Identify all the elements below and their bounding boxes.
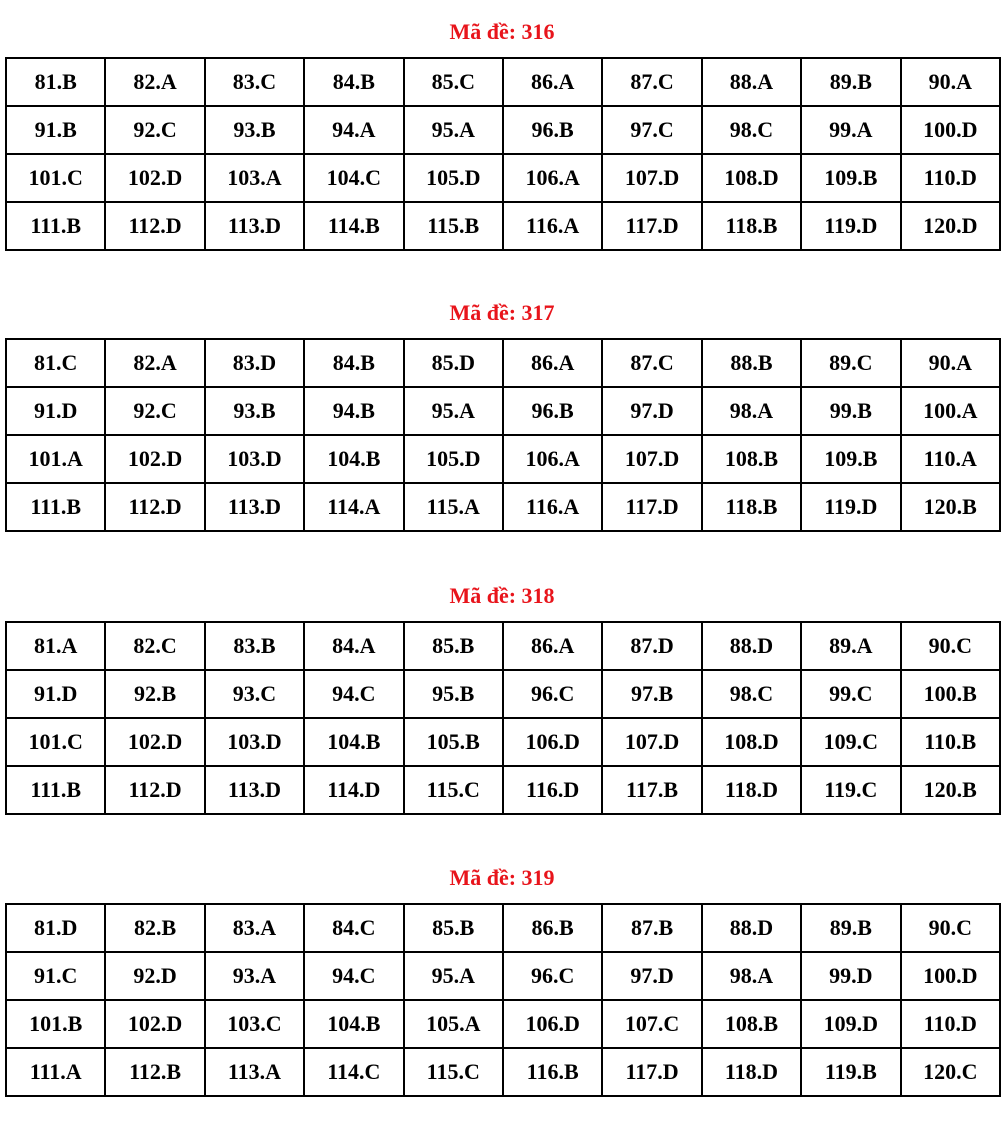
answer-cell: 120.B [901, 483, 1000, 531]
answer-cell: 114.A [304, 483, 403, 531]
answer-cell: 88.A [702, 58, 801, 106]
answer-cell: 116.A [503, 202, 602, 250]
table-row [6, 1000, 1000, 1048]
table-row [6, 202, 1000, 250]
table-row [6, 387, 1000, 435]
answer-cell: 115.C [404, 1048, 503, 1096]
answer-cell: 111.A [6, 1048, 105, 1096]
answer-cell: 109.D [801, 1000, 900, 1048]
answer-cell: 103.C [205, 1000, 304, 1048]
answer-cell: 118.D [702, 1048, 801, 1096]
answer-cell: 111.B [6, 766, 105, 814]
table-row [6, 154, 1000, 202]
answer-cell: 81.A [6, 622, 105, 670]
table-row [6, 483, 1000, 531]
answer-cell: 106.D [503, 1000, 602, 1048]
answer-cell: 119.C [801, 766, 900, 814]
answer-cell: 93.B [205, 106, 304, 154]
answer-cell: 98.A [702, 387, 801, 435]
answer-cell: 87.C [602, 339, 701, 387]
answer-cell: 110.B [901, 718, 1000, 766]
table-row [6, 766, 1000, 814]
answer-cell: 104.B [304, 718, 403, 766]
answer-cell: 96.C [503, 670, 602, 718]
answer-table [5, 57, 1001, 251]
answer-cell: 115.B [404, 202, 503, 250]
answer-cell: 111.B [6, 483, 105, 531]
answer-cell: 109.B [801, 154, 900, 202]
table-row [6, 339, 1000, 387]
answer-cell: 103.D [205, 435, 304, 483]
answer-cell: 89.C [801, 339, 900, 387]
answer-cell: 107.D [602, 718, 701, 766]
answer-cell: 90.C [901, 904, 1000, 952]
answer-cell: 100.B [901, 670, 1000, 718]
table-row [6, 904, 1000, 952]
answer-cell: 104.B [304, 1000, 403, 1048]
answer-cell: 94.B [304, 387, 403, 435]
answer-cell: 109.C [801, 718, 900, 766]
answer-cell: 97.D [602, 387, 701, 435]
answer-table [5, 621, 1001, 815]
answer-cell: 92.C [105, 106, 204, 154]
answer-cell: 85.D [404, 339, 503, 387]
answer-cell: 82.A [105, 58, 204, 106]
answer-cell: 110.D [901, 154, 1000, 202]
answer-cell: 106.A [503, 154, 602, 202]
answer-cell: 91.C [6, 952, 105, 1000]
answer-cell: 94.C [304, 670, 403, 718]
answer-cell: 115.A [404, 483, 503, 531]
answer-cell: 100.A [901, 387, 1000, 435]
section-title: Mã đề: 316 [449, 19, 555, 44]
answer-cell: 102.D [105, 435, 204, 483]
answer-cell: 95.B [404, 670, 503, 718]
answer-cell: 96.B [503, 387, 602, 435]
answer-cell: 119.D [801, 483, 900, 531]
answer-cell: 97.C [602, 106, 701, 154]
answer-cell: 118.D [702, 766, 801, 814]
answer-cell: 107.D [602, 435, 701, 483]
table-row [6, 670, 1000, 718]
answer-cell: 98.C [702, 106, 801, 154]
answer-cell: 107.D [602, 154, 701, 202]
answer-cell: 84.C [304, 904, 403, 952]
answer-cell: 110.A [901, 435, 1000, 483]
answer-cell: 100.D [901, 952, 1000, 1000]
answer-cell: 89.B [801, 904, 900, 952]
table-row [6, 622, 1000, 670]
answer-cell: 93.C [205, 670, 304, 718]
answer-cell: 112.D [105, 766, 204, 814]
answer-cell: 106.A [503, 435, 602, 483]
answer-cell: 93.A [205, 952, 304, 1000]
answer-cell: 107.C [602, 1000, 701, 1048]
answer-cell: 117.B [602, 766, 701, 814]
answer-cell: 82.A [105, 339, 204, 387]
answer-cell: 103.A [205, 154, 304, 202]
answer-cell: 98.A [702, 952, 801, 1000]
answer-cell: 113.D [205, 483, 304, 531]
answer-cell: 120.C [901, 1048, 1000, 1096]
answer-cell: 89.B [801, 58, 900, 106]
table-row [6, 718, 1000, 766]
answer-cell: 101.A [6, 435, 105, 483]
answer-cell: 91.B [6, 106, 105, 154]
answer-cell: 95.A [404, 387, 503, 435]
answer-cell: 118.B [702, 483, 801, 531]
answer-cell: 96.B [503, 106, 602, 154]
answer-cell: 102.D [105, 1000, 204, 1048]
answer-cell: 112.B [105, 1048, 204, 1096]
section-title: Mã đề: 318 [449, 583, 555, 608]
answer-cell: 83.D [205, 339, 304, 387]
answer-cell: 84.B [304, 339, 403, 387]
answer-cell: 81.C [6, 339, 105, 387]
answer-cell: 94.A [304, 106, 403, 154]
answer-cell: 105.B [404, 718, 503, 766]
answer-cell: 103.D [205, 718, 304, 766]
answer-cell: 104.C [304, 154, 403, 202]
answer-table [5, 903, 1001, 1097]
answer-cell: 96.C [503, 952, 602, 1000]
answer-cell: 97.D [602, 952, 701, 1000]
answer-cell: 88.B [702, 339, 801, 387]
answer-cell: 112.D [105, 483, 204, 531]
answer-cell: 86.A [503, 339, 602, 387]
answer-cell: 87.B [602, 904, 701, 952]
table-row [6, 1048, 1000, 1096]
answer-cell: 102.D [105, 718, 204, 766]
answer-cell: 120.D [901, 202, 1000, 250]
answer-cell: 90.A [901, 339, 1000, 387]
answer-cell: 114.C [304, 1048, 403, 1096]
answer-cell: 83.B [205, 622, 304, 670]
answer-cell: 114.D [304, 766, 403, 814]
answer-cell: 105.D [404, 154, 503, 202]
answer-cell: 101.B [6, 1000, 105, 1048]
answer-cell: 116.A [503, 483, 602, 531]
answer-table [5, 338, 1001, 532]
answer-cell: 117.D [602, 483, 701, 531]
answer-cell: 99.B [801, 387, 900, 435]
answer-cell: 91.D [6, 387, 105, 435]
answer-cell: 91.D [6, 670, 105, 718]
answer-cell: 119.D [801, 202, 900, 250]
answer-cell: 95.A [404, 106, 503, 154]
answer-cell: 108.B [702, 435, 801, 483]
answer-cell: 81.D [6, 904, 105, 952]
answer-cell: 111.B [6, 202, 105, 250]
answer-cell: 90.C [901, 622, 1000, 670]
table-row [6, 952, 1000, 1000]
answer-cell: 85.B [404, 622, 503, 670]
answer-cell: 109.B [801, 435, 900, 483]
answer-cell: 99.C [801, 670, 900, 718]
answer-cell: 106.D [503, 718, 602, 766]
answer-cell: 105.A [404, 1000, 503, 1048]
answer-cell: 101.C [6, 154, 105, 202]
answer-cell: 85.B [404, 904, 503, 952]
answer-cell: 86.B [503, 904, 602, 952]
answer-cell: 92.D [105, 952, 204, 1000]
answer-cell: 104.B [304, 435, 403, 483]
answer-cell: 89.A [801, 622, 900, 670]
answer-cell: 84.A [304, 622, 403, 670]
answer-cell: 83.A [205, 904, 304, 952]
answer-cell: 118.B [702, 202, 801, 250]
answer-cell: 85.C [404, 58, 503, 106]
answer-cell: 81.B [6, 58, 105, 106]
answer-cell: 117.D [602, 202, 701, 250]
table-row [6, 435, 1000, 483]
answer-cell: 92.C [105, 387, 204, 435]
answer-cell: 105.D [404, 435, 503, 483]
answer-cell: 86.A [503, 622, 602, 670]
answer-cell: 87.D [602, 622, 701, 670]
answer-cell: 120.B [901, 766, 1000, 814]
answer-cell: 110.D [901, 1000, 1000, 1048]
answer-cell: 116.D [503, 766, 602, 814]
answer-cell: 84.B [304, 58, 403, 106]
answer-cell: 94.C [304, 952, 403, 1000]
answer-cell: 93.B [205, 387, 304, 435]
answer-cell: 117.D [602, 1048, 701, 1096]
answer-cell: 83.C [205, 58, 304, 106]
answer-cell: 98.C [702, 670, 801, 718]
answer-cell: 108.D [702, 154, 801, 202]
answer-cell: 115.C [404, 766, 503, 814]
answer-cell: 95.A [404, 952, 503, 1000]
answer-cell: 114.B [304, 202, 403, 250]
table-row [6, 58, 1000, 106]
answer-cell: 100.D [901, 106, 1000, 154]
answer-cell: 97.B [602, 670, 701, 718]
answer-cell: 102.D [105, 154, 204, 202]
section-title: Mã đề: 317 [449, 300, 555, 325]
answer-cell: 90.A [901, 58, 1000, 106]
answer-cell: 92.B [105, 670, 204, 718]
answer-cell: 101.C [6, 718, 105, 766]
answer-cell: 99.D [801, 952, 900, 1000]
answer-cell: 86.A [503, 58, 602, 106]
answer-cell: 108.D [702, 718, 801, 766]
answer-cell: 99.A [801, 106, 900, 154]
answer-cell: 116.B [503, 1048, 602, 1096]
answer-cell: 82.C [105, 622, 204, 670]
answer-cell: 113.D [205, 202, 304, 250]
answer-cell: 119.B [801, 1048, 900, 1096]
answer-cell: 82.B [105, 904, 204, 952]
answer-cell: 88.D [702, 904, 801, 952]
section-title: Mã đề: 319 [449, 865, 555, 890]
answer-cell: 113.D [205, 766, 304, 814]
answer-cell: 112.D [105, 202, 204, 250]
answer-cell: 108.B [702, 1000, 801, 1048]
table-row [6, 106, 1000, 154]
answer-cell: 87.C [602, 58, 701, 106]
answer-cell: 113.A [205, 1048, 304, 1096]
answer-cell: 88.D [702, 622, 801, 670]
